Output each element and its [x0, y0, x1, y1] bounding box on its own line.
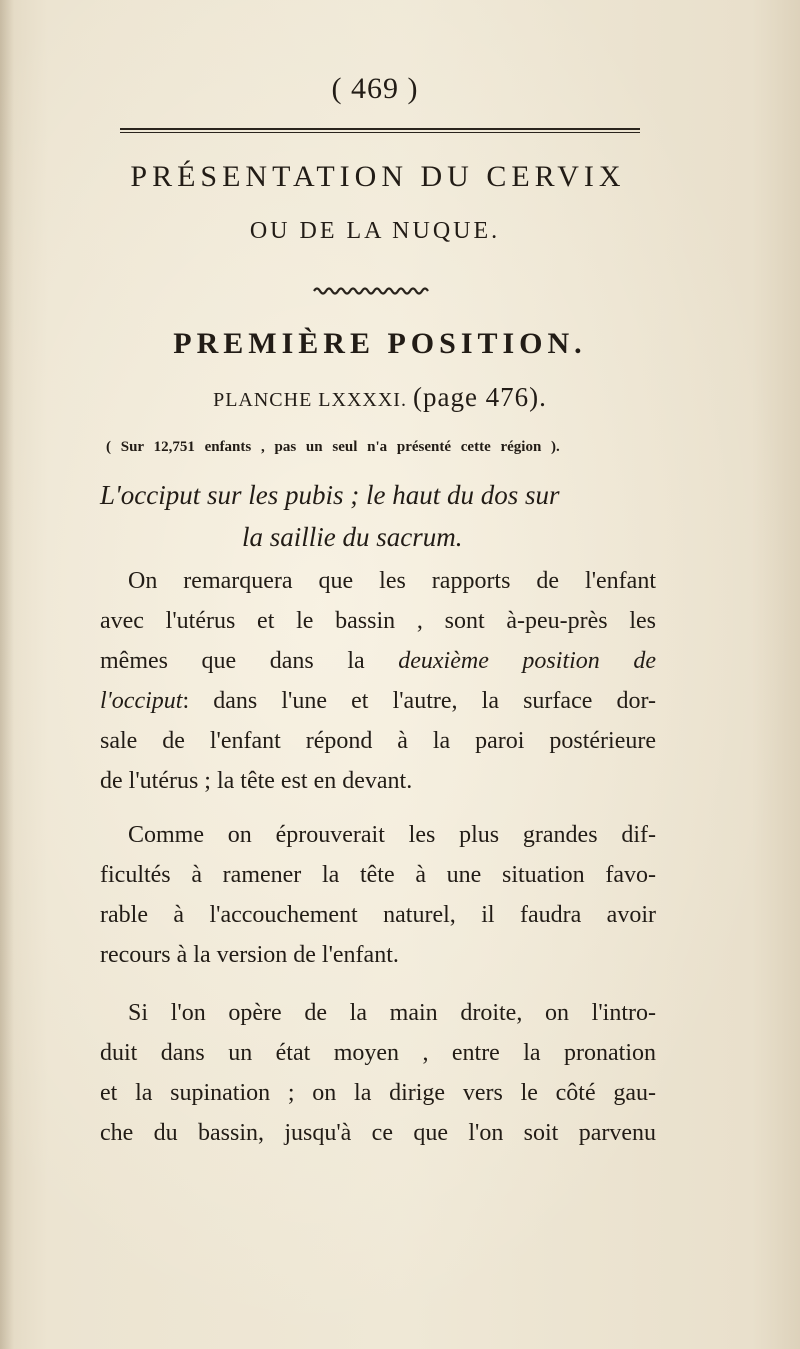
lead-line-2: la saillie du sacrum.: [242, 522, 463, 552]
lead-line-1: L'occiput sur les pubis ; le haut du dos sur: [100, 480, 560, 510]
p1-line-1: On remarquera que les rapports de l'enfant: [128, 568, 656, 594]
section-heading: PREMIÈRE POSITION.: [173, 327, 587, 360]
p3-line-3: et la supination ; on la dirige vers le côté gau-: [100, 1080, 656, 1106]
p1-line-2: avec l'utérus et le bassin , sont à-peu-près les: [100, 608, 656, 634]
p3-line-2: duit dans un état moyen , entre la pronation: [100, 1040, 656, 1066]
p3-line-4: che du bassin, jusqu'à ce que l'on soit parvenu: [100, 1120, 656, 1146]
p1-line-6: de l'utérus ; la tête est en devant.: [100, 768, 413, 794]
page-number: ( 469 ): [331, 72, 419, 105]
plate-page-ref: (page 476).: [412, 382, 547, 412]
plate-reference: [0, 382, 760, 413]
p2-line-4: recours à la version de l'enfant.: [100, 942, 399, 968]
chapter-subtitle: OU DE LA NUQUE.: [249, 218, 501, 244]
p1-line-3-text: mêmes que dans la: [100, 648, 399, 674]
p1-line-4-text: : dans l'une et l'autre, la surface dor-: [182, 688, 656, 714]
statistics-note: ( Sur 12,751 enfants , pas un seul n'a présenté cette région ).: [106, 439, 560, 455]
plate-label: PLANCHE LXXXXI.: [213, 389, 407, 411]
chapter-title: PRÉSENTATION DU CERVIX: [130, 160, 626, 193]
wavy-ornament: [312, 285, 430, 297]
p1-line-4: [100, 688, 656, 715]
header-rule: [120, 128, 640, 133]
p2-line-2: ficultés à ramener la tête à une situation favo-: [100, 862, 656, 888]
p1-line-4-italic: l'occiput: [100, 688, 183, 714]
page-fold-shadow: [0, 0, 14, 1349]
p1-line-3-italic: deuxième position de: [398, 648, 657, 674]
p1-line-3: [100, 648, 656, 675]
p2-line-1: Comme on éprouverait les plus grandes dif-: [128, 822, 656, 848]
p2-line-3: rable à l'accouchement naturel, il faudra avoir: [100, 902, 656, 928]
p3-line-1: Si l'on opère de la main droite, on l'intro-: [128, 1000, 656, 1026]
p1-line-5: sale de l'enfant répond à la paroi postérieure: [100, 728, 656, 754]
